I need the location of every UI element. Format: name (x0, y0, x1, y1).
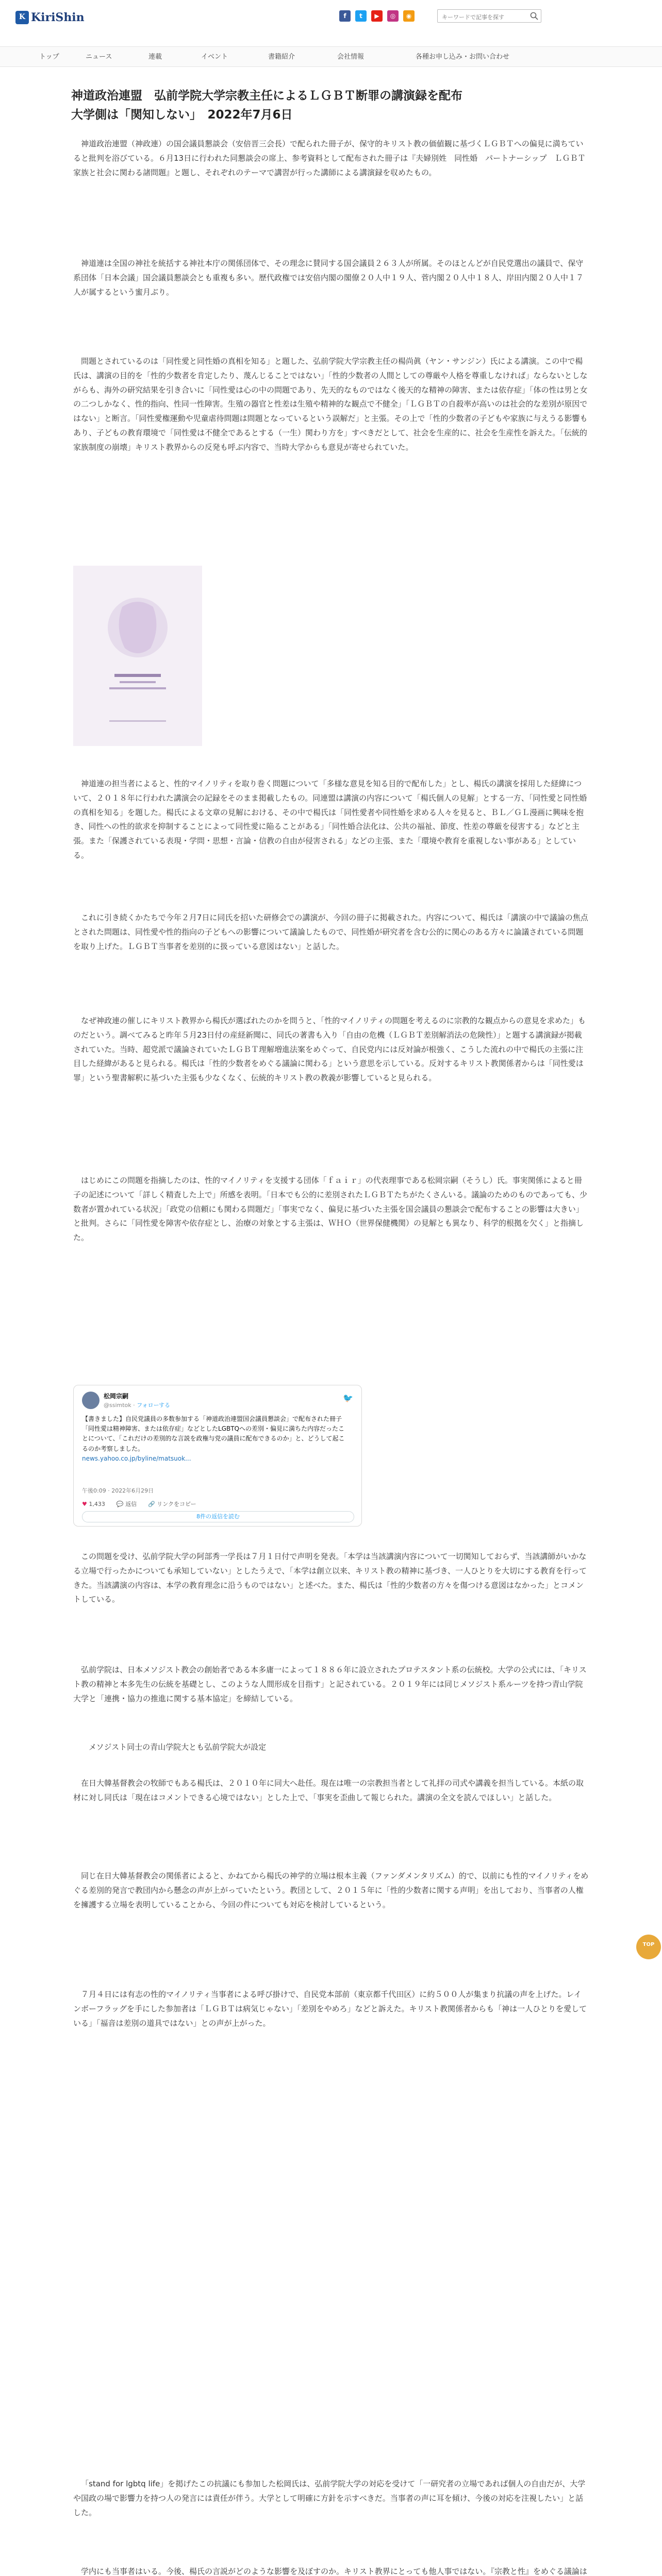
site-logo[interactable] (15, 7, 85, 28)
section-heading: メソジスト同士の青山学院大とも弘前学院大が設定 (89, 1742, 267, 1752)
tweet-handle[interactable]: @ssimtok (104, 1402, 131, 1409)
paragraph: 弘前学院は、日本メソジスト教会の創始者である本多庸一によって１８８６年に設立されたプロテスタント系の伝統校。大学の公式には、「キリスト教の精神と本多先生の伝統を基礎とし、このような人間形成を目指す」と記されている。２０１９年には同じメソジスト系ルーツを持つ青山学院大学と「連携・協力の推進に関する基本協定」を締結している。 (73, 1665, 587, 1703)
main-nav (0, 46, 662, 67)
nav-series[interactable]: 連載 (148, 53, 162, 61)
booklet-cover-image (73, 566, 202, 746)
tweet-handle-line: @ssimtok · フォローする (104, 1402, 171, 1409)
paragraph: なぜ神政連の催しにキリスト教界から楊氏が選ばれたのかを問うと、「性的マイノリティの問題を考えるのに宗教的な観点からの意見を求めた」ものだという。調べてみると昨年５月23日付の産経新聞に、同氏の著書も入り「自由の危機（ＬＧＢＴ差別解消法の危険性）」と題する講演録が掲載されていた。当時、超党派で議論されていたＬＧＢＴ理解増進法案をめぐって、自民党内には反対論が根強く、こうした流れの中で楊氏の主張に注目した経緯があると見られる。楊氏は「性的少数者をめぐる議論に関わる」という意思を示している。反対するキリスト教関係者からは「同性愛は罪」という聖書解釈に基づいた主張も少なくなく、伝統的キリスト教の教義が影響していると見られる。 (73, 1016, 586, 1082)
nav-top[interactable]: トップ (39, 53, 59, 61)
copy-link-button[interactable] (148, 1500, 196, 1509)
search-icon[interactable] (529, 11, 539, 21)
logo-mark-icon: K (15, 11, 29, 24)
tweet-text: 【書きました】自民党議員の多数参加する「神道政治連盟国会議員懇談会」で配布された冊子「同性愛は精神障害、または依存症」などとしたLGBTQへの差別・偏見に満ちた内容だったことについて、「これだけの差別的な言説を政権与党の議員に配布できるのか」と、どうして起こるのか考察しました。 (82, 1415, 345, 1452)
reply-button[interactable] (117, 1500, 137, 1509)
reply-label: 返信 (125, 1501, 137, 1507)
read-replies-button[interactable]: 8件の返信を読む (82, 1511, 354, 1522)
paragraph: 「stand for lgbtq life」を掲げたこの抗議にも参加した松岡氏は、弘前学院大学の対応を受けて「一研究者の立場であれば個人の自由だが、大学や国政の場で影響力を持つ人の発言には責任が伴う。大学として明確に方針を示すべきだ。当事者の声に耳を傾け、今後の対応を注視したい」と話した。 (73, 2479, 586, 2517)
paragraph: 神道政治連盟（神政連）の国会議員懇談会（安倍晋三会長）で配られた冊子が、保守的キリスト教の価値観に基づくＬＧＢＴへの偏見に満ちていると批判を浴びている。６月13日に行われた同懇談会の席上、参考資料として配布された冊子は『夫婦別姓 同性婚 パートナーシップ ＬＧＢＴ 家族と社会に関わる諸問題』と題し、それぞれのテーマで講習が行った講師による講演録を収めたもの。 (73, 139, 593, 177)
nav-events[interactable]: イベント (201, 53, 228, 61)
article-title-line2: 大学側は「関知しない」 2022年7月6日 (71, 108, 293, 122)
paragraph: 問題とされているのは「同性愛と同性婚の真相を知る」と題した、弘前学院大学宗教主任の楊尚眞（ヤン・サンジン）氏による講演。この中で楊氏は、講演の目的を「性的少数者を肯定したり、蔑んじることではない」「性的少数者の人間としての尊厳や人格を尊重しなければ」ならないとしながらも、海外の研究結果を引き合いに「同性愛は心の中の問題であり、先天的なものではなく後天的な精神の障害、または依存症」「体の性は男と女の二つしかなく、性的指向、性同一性障害。生殖の器官と性差は生殖や精神的な観点で不健全」「ＬＧＢＴの自殺率が高いのは社会的な差別が原因ではない」と断言。「同性愛権運動や児童虐待問題は問題となっているという誤解だ」と主張。その上で「性的少数者の子どもや家族に与えうる影響もあり、子どもの教育環境で「同性愛は不健全であるとする（一生）関わり方を」すべきだとして、社会を生産的に、社会を生産性を訴えた。「伝統的家族制度の崩壊」キリスト教界からの反発も呼ぶ内容で、当時大学からも意見が寄せられていた。 (73, 357, 588, 452)
paragraph: これに引き続くかたちで今年２月7日に同氏を招いた研修会での講演が、今回の冊子に掲載された。内容について、楊氏は「講演の中で議論の焦点とされた問題は、同性愛や性的指向の子どもへの影響について議論したもので、同性婚が研究者を含む公的に関心のある方々に論議されている問題を取り上げた。ＬＧＢＴ当事者を差別的に扱っている意図はない」と話した。 (73, 913, 588, 951)
tweet-actions (82, 1500, 196, 1509)
twitter-icon[interactable]: t (355, 10, 367, 22)
like-button[interactable] (82, 1500, 105, 1509)
search-box (437, 9, 541, 23)
like-count: 1,433 (89, 1501, 105, 1507)
search-input[interactable] (438, 11, 528, 24)
tweet-timestamp[interactable]: 午後0:09 · 2022年6月29日 (82, 1487, 154, 1494)
youtube-icon[interactable]: ▶ (371, 10, 383, 22)
site-header (0, 0, 662, 31)
facebook-icon[interactable]: f (339, 10, 351, 22)
tweet-body (82, 1414, 350, 1464)
tweet-author-name[interactable]: 松岡宗嗣 (104, 1393, 129, 1400)
rss-icon[interactable]: ◉ (403, 10, 415, 22)
nav-news[interactable]: ニュース (86, 53, 112, 61)
twitter-bird-icon[interactable]: 🐦 (343, 1393, 353, 1403)
nav-books[interactable]: 書籍紹介 (268, 53, 295, 61)
logo-text: KiriShin (31, 11, 85, 24)
paragraph: 神道連は全国の神社を統括する神社本庁の関係団体で、その理念に賛同する国会議員２６３人が所属。そのほとんどが自民党選出の議員で、保守系団体「日本会議」国会議員懇談会とも重複も多い。歴代政権では安倍内閣の閣僚２０人中１９人、菅内閣２０人中１８人、岸田内閣２０人中１７人が属するという蜜月ぶり。 (73, 259, 584, 297)
heart-icon: ♥ (82, 1501, 87, 1507)
article (71, 87, 593, 2576)
nav-company[interactable]: 会社情報 (337, 53, 365, 61)
nav-contact[interactable]: 各種お申し込み・お問い合わせ (416, 53, 510, 61)
tweet-follow-button[interactable]: フォローする (137, 1402, 171, 1409)
copy-link-label: リンクをコピー (157, 1501, 196, 1507)
avatar[interactable] (82, 1392, 100, 1409)
paragraph: 神道連の担当者によると、性的マイノリティを取り巻く問題について「多様な意見を知る目的で配布した」とし、楊氏の講演を採用した経緯について、２０１８年に行われた講演会の記録をそのまま掲載したもの。同連盟は講演の内容について「楊氏個人の見解」とする一方、「同性愛と同性婚の真相を知る」を題した。楊氏による文章の見解における、その中で楊氏は「同性愛者や同性婚を求める人々を見ると、ＢＬ／ＧＬ漫画に興味を抱き、同性への性的欲求を抑制することによって同性愛に陥ることがある」「同性婚合法化は、公共の福祉、節度、性差の尊厳を侵害する」などと主張。また「保護されている表現・学問・思想・言論・信教の自由が侵害される」などの主張、また「環境や教育を重視しない事がある」としている。 (73, 779, 587, 860)
article-title-line1: 神道政治連盟 弘前学院大学宗教主任によるＬＧＢＴ断罪の講演録を配布 (71, 89, 462, 103)
paragraph: ７月４日には有志の性的マイノリティ当事者による呼び掛けで、自民党本部前（東京都千代田区）に約５００人が集まり抗議の声を上げた。レインボーフラッグを手にした参加者は「ＬＧＢＴは病気じゃない」「差別をやめろ」などと訴えた。キリスト教関係者からも「神は一人ひとりを愛している」「福音は差別の道具ではない」との声が上がった。 (73, 1990, 587, 2028)
link-icon: 🔗 (148, 1501, 155, 1507)
paragraph: 学内にも当事者はいる。今後、楊氏の言説がどのような影響を及ぼすのか。キリスト教界にとっても他人事ではない。『宗教と性』をめぐる議論は (81, 2567, 587, 2576)
embedded-tweet[interactable] (73, 1385, 362, 1527)
article-title (71, 87, 589, 125)
paragraph: この問題を受け、弘前学院大学の阿部秀一学長は７月１日付で声明を発表。「本学は当該講演内容について一切関知しておらず、当該講師がいかなる立場で行ったかについても承知していない」としたうえで、「本学は創立以来、キリスト教の精神に基づき、一人ひとりを大切にする教育を行ってきた。当該講演の内容は、本学の教育理念に沿うものではない」と述べた。また、楊氏は「性的少数者の方々を傷つける意図はなかった」とコメントしている。 (73, 1552, 587, 1604)
reply-icon: 💬 (116, 1501, 124, 1507)
paragraph: はじめにこの問題を指摘したのは、性的マイノリティを支援する団体「ｆａｉｒ」の代表理事である松岡宗嗣（そうし）氏。事実関係によると冊子の記述について「詳しく精査した上で」所感を表明。「日本でも公的に差別されたＬＧＢＴたちがたくさんいる。議論のためのものであっても、少数者が置かれている状況」「政党の信頼にも関わる問題だ」「事実でなく、偏見に基づいた主張を国会議員の懇談会で配布することの影響は大きい」と批判。さらに「同性愛を障害や依存症とし、治療の対象とする主張は、ＷＨＯ（世界保健機関）の見解とも異なり、科学的根拠を欠く」と指摘した。 (73, 1176, 588, 1242)
page-top-button[interactable]: TOP (636, 1935, 661, 1959)
instagram-icon[interactable]: ◎ (387, 10, 399, 22)
tweet-link[interactable]: news.yahoo.co.jp/byline/matsuok... (82, 1454, 191, 1462)
paragraph: 在日大韓基督教会の牧師でもある楊氏は、２０１０年に同大へ赴任。現在は唯一の宗教担当者として礼拝の司式や講義を担当している。本紙の取材に対し同氏は「現在はコメントできる心境ではない」とした上で、「事実を歪曲して報じられた。講演の全文を読んでほしい」と話した。 (73, 1778, 584, 1802)
social-links (339, 10, 415, 22)
paragraph: 同じ在日大韓基督教会の関係者によると、かねてから楊氏の神学的立場は根本主義（ファンダメンタリズム）的で、以前にも性的マイノリティをめぐる差別的発言で教団内から懸念の声が上がっていたという。教団として、２０１５年に「性的少数者に関する声明」を出しており、当事者の人権を擁護する立場を表明していることから、今回の件についても対応を検討しているという。 (73, 1871, 589, 1909)
